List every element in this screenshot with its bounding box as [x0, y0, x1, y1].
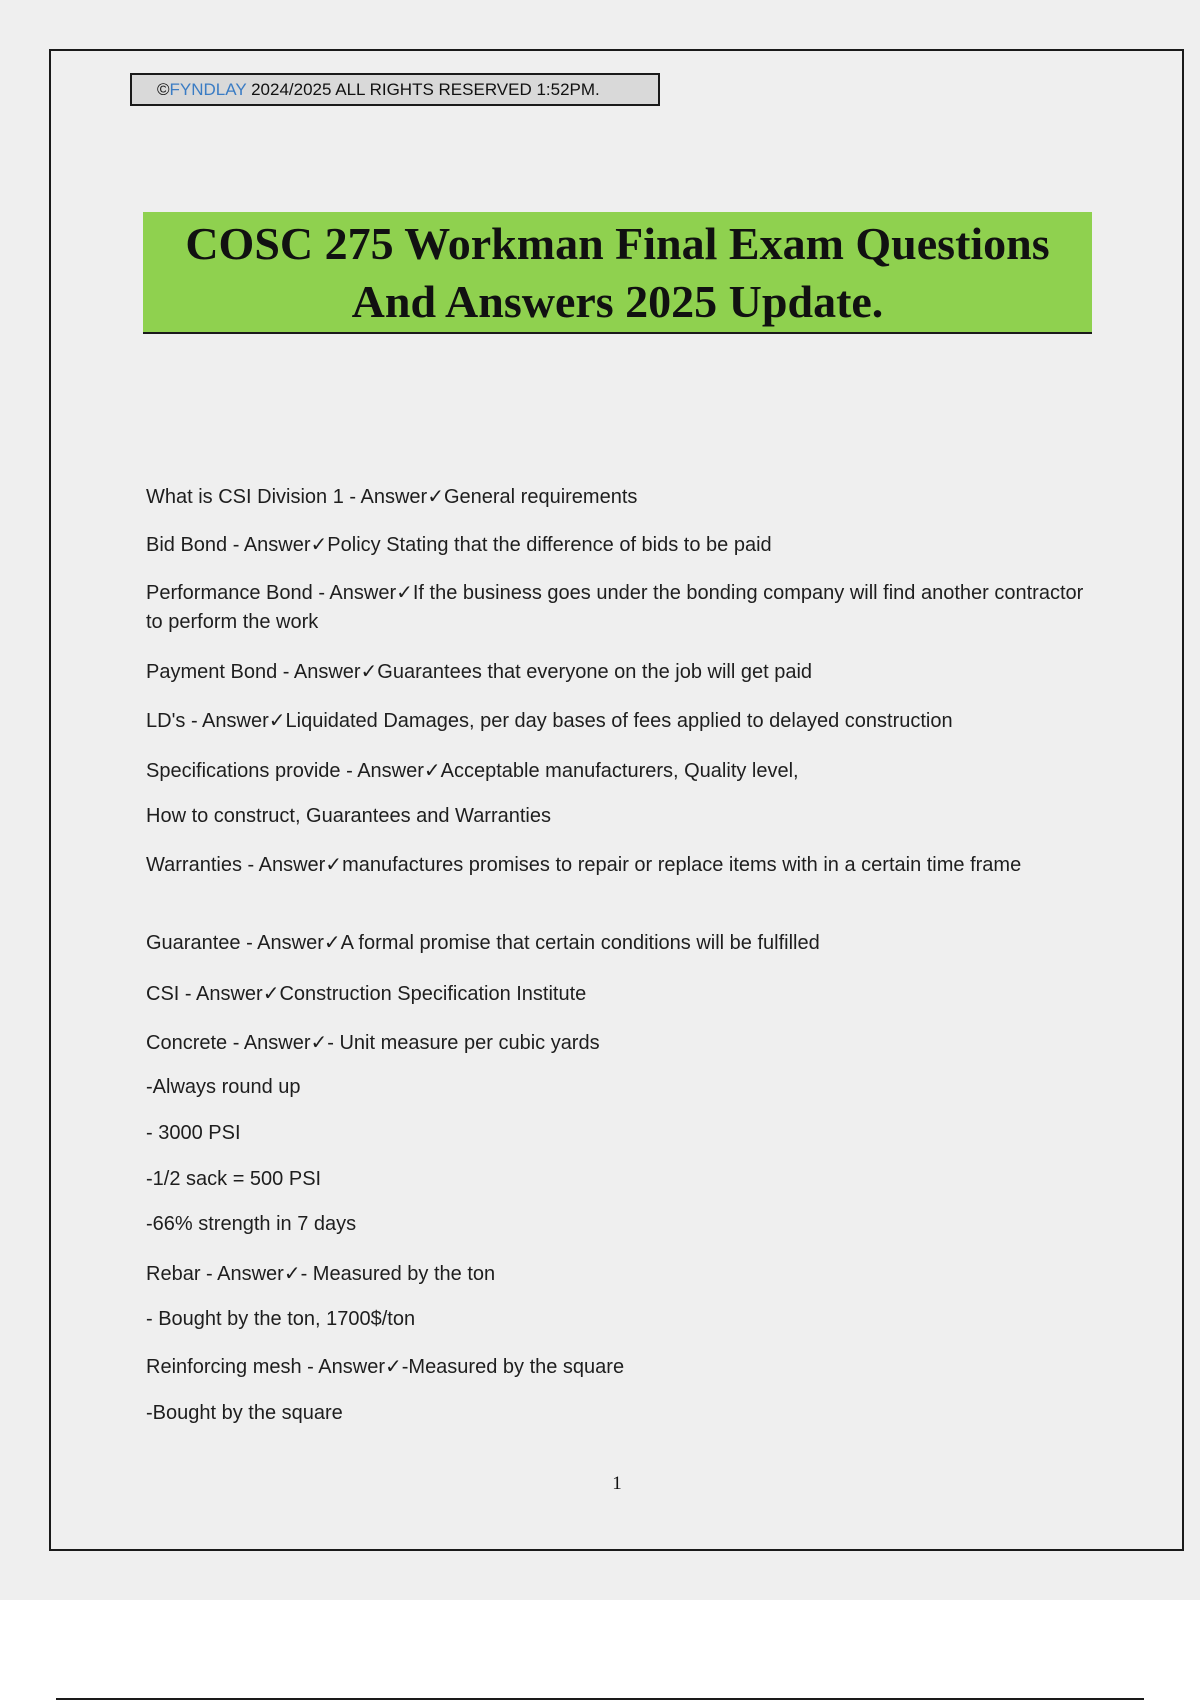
qa-line: LD's - Answer✓Liquidated Damages, per day bases of fees applied to delayed construction: [146, 710, 953, 732]
qa-line: CSI - Answer✓Construction Specification Institute: [146, 983, 587, 1005]
qa-line: Performance Bond - Answer✓If the business goes under the bonding company will find another contractor to perform the work: [146, 582, 1084, 633]
document-title: [143, 212, 1092, 334]
qa-line: Bid Bond - Answer✓Policy Stating that the difference of bids to be paid: [146, 534, 772, 556]
qa-line: -66% strength in 7 days: [146, 1213, 357, 1235]
qa-line: Reinforcing mesh - Answer✓-Measured by the square: [146, 1356, 625, 1378]
qa-line: How to construct, Guarantees and Warranties: [146, 805, 551, 827]
page-number: 1: [612, 1473, 622, 1494]
qa-line: -1/2 sack = 500 PSI: [146, 1168, 322, 1190]
qa-line: Payment Bond - Answer✓Guarantees that everyone on the job will get paid: [146, 661, 813, 683]
qa-line: What is CSI Division 1 - Answer✓General requirements: [146, 486, 638, 508]
qa-line: -Bought by the square: [146, 1402, 343, 1424]
copyright-header: [130, 73, 660, 106]
brand-name: FYNDLAY: [169, 80, 247, 99]
qa-line: Rebar - Answer✓- Measured by the ton: [146, 1263, 496, 1285]
qa-line: Guarantee - Answer✓A formal promise that certain conditions will be fulfilled: [146, 932, 820, 954]
qa-line: Concrete - Answer✓- Unit measure per cubic yards: [146, 1032, 600, 1054]
qa-line: Warranties - Answer✓manufactures promises to repair or replace items with in a certain time frame: [146, 854, 1022, 876]
copyright-symbol: ©: [157, 80, 170, 99]
qa-line: - 3000 PSI: [146, 1122, 241, 1144]
qa-line: -Always round up: [146, 1076, 301, 1098]
title-line-2: And Answers 2025 Update.: [351, 276, 884, 327]
rights-text: 2024/2025 ALL RIGHTS RESERVED 1:52PM.: [246, 80, 600, 99]
title-line-1: COSC 275 Workman Final Exam Questions: [185, 218, 1050, 269]
qa-line: Specifications provide - Answer✓Acceptable manufacturers, Quality level,: [146, 760, 799, 782]
qa-line: - Bought by the ton, 1700$/ton: [146, 1308, 416, 1330]
